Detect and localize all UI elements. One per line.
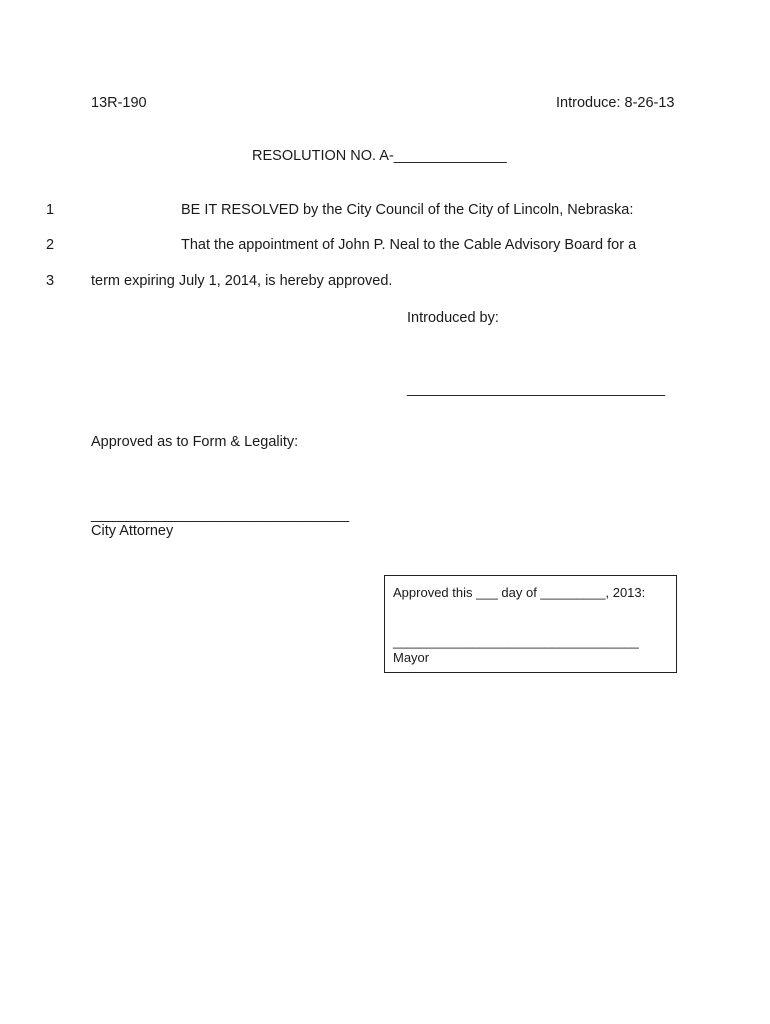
- mayor-approval-text: Approved this ___ day of _________, 2013:: [393, 585, 646, 600]
- line-text-3: term expiring July 1, 2014, is hereby approved.: [91, 273, 393, 289]
- city-attorney-title: City Attorney: [91, 523, 174, 539]
- line-number-1: 1: [46, 202, 55, 218]
- document-number: 13R-190: [91, 95, 147, 111]
- form-legality-label: Approved as to Form & Legality:: [91, 434, 299, 450]
- introducer-signature-line: ________________________________: [407, 381, 666, 397]
- mayor-approval-box: [384, 575, 677, 673]
- attorney-signature-line: ________________________________: [91, 507, 350, 523]
- resolution-title: RESOLUTION NO. A-______________: [252, 148, 507, 164]
- mayor-title: Mayor: [393, 650, 430, 665]
- line-number-3: 3: [46, 273, 55, 289]
- line-text-2: That the appointment of John P. Neal to the Cable Advisory Board for a: [181, 237, 637, 253]
- line-number-2: 2: [46, 237, 55, 253]
- mayor-signature-line: __________________________________: [393, 634, 639, 649]
- introduced-by-label: Introduced by:: [407, 310, 499, 326]
- introduce-date: Introduce: 8-26-13: [556, 95, 675, 111]
- line-text-1: BE IT RESOLVED by the City Council of the City of Lincoln, Nebraska:: [181, 202, 634, 218]
